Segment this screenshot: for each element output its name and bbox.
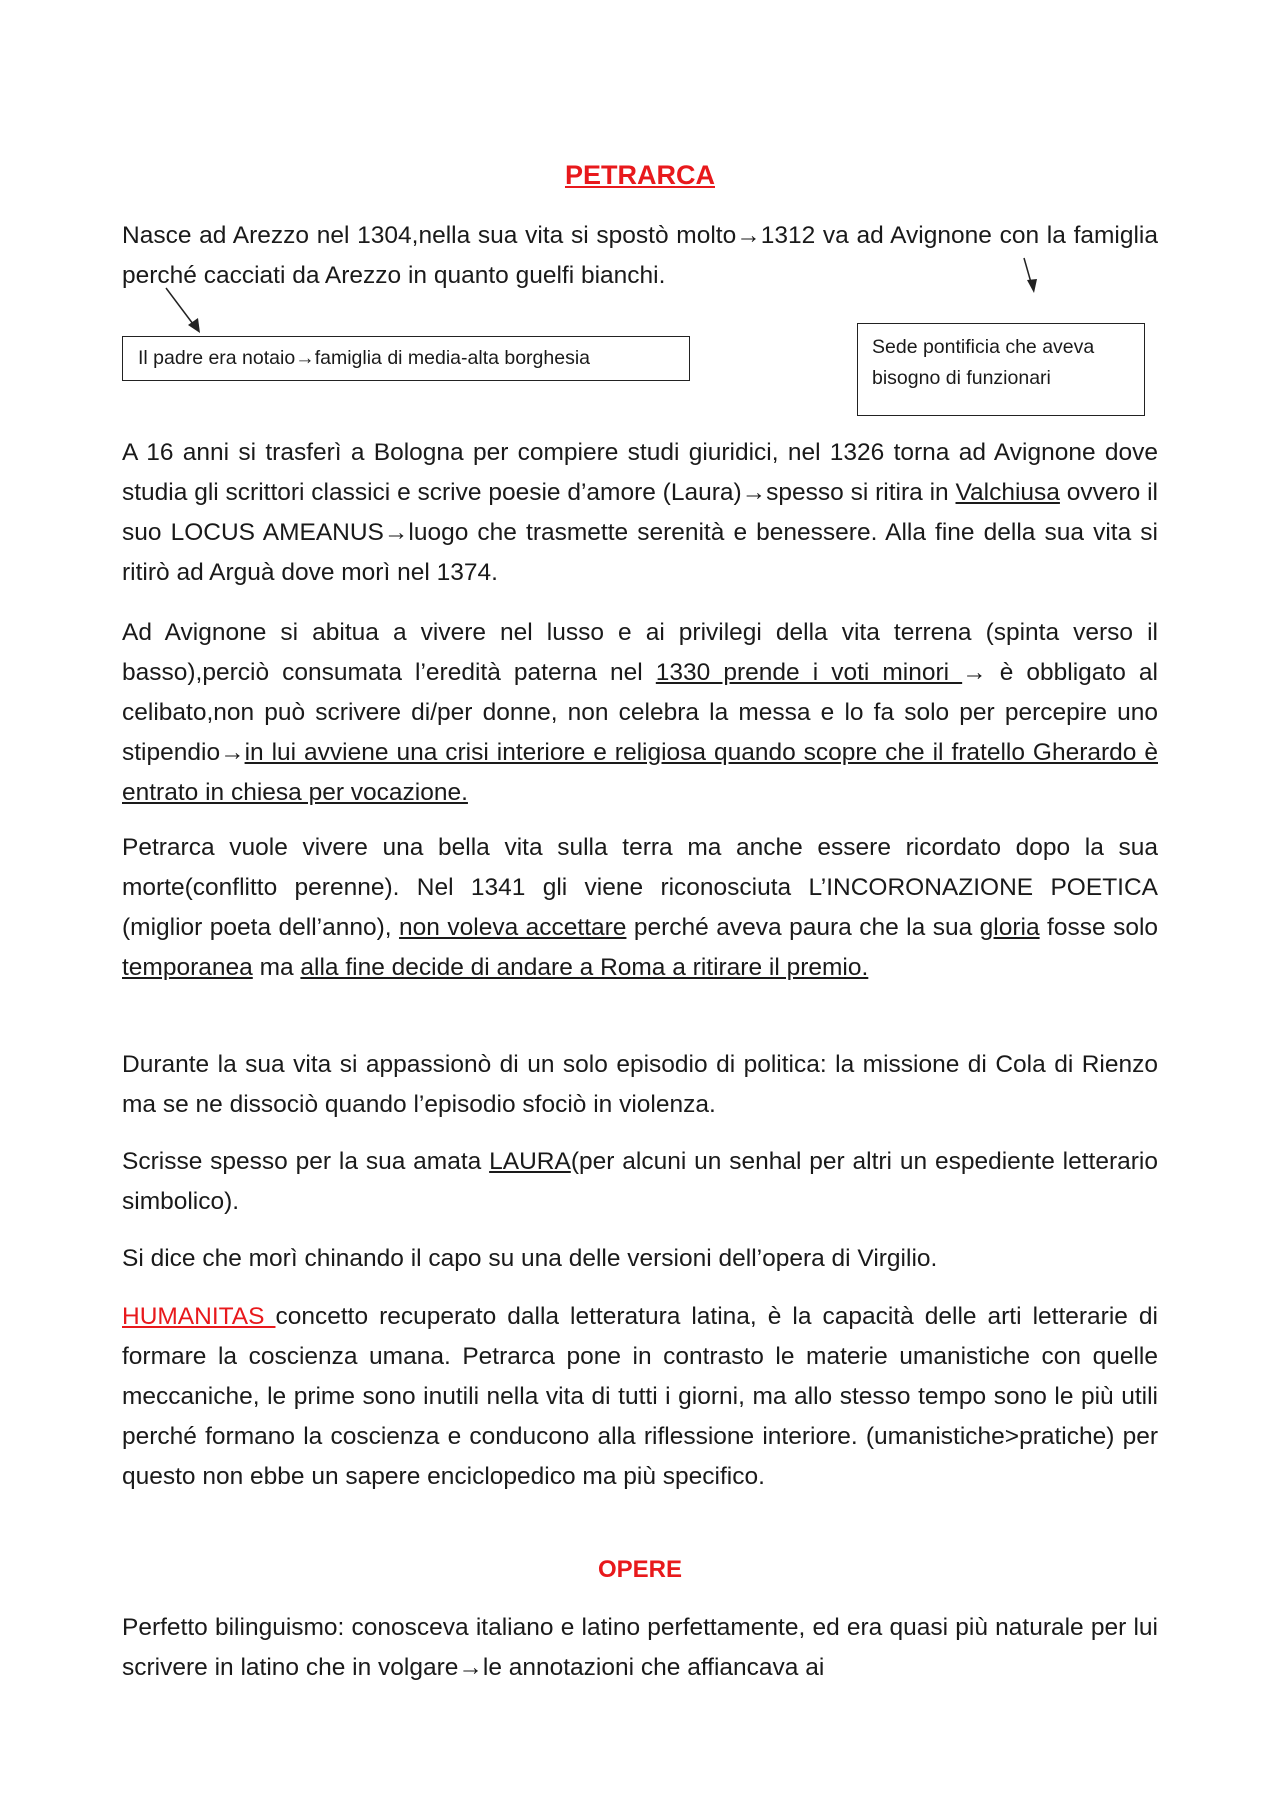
paragraph-laura: Scrisse spesso per la sua amata LAURA(per alcuni un senhal per altri un espediente letterario simbolico). — [122, 1148, 1158, 1215]
paragraph-birth: Nasce ad Arezzo nel 1304,nella sua vita si spostò molto→1312 va ad Avignone con la famiglia perché cacciati da Arezzo in quanto guelfi bianchi. — [122, 222, 1158, 289]
paragraph-bilinguismo: Perfetto bilinguismo: conosceva italiano e latino perfettamente, ed era quasi più naturale per lui scrivere in latino che in volgare→le annotazioni che affiancava ai — [122, 1614, 1158, 1681]
paragraph-politics: Durante la sua vita si appassionò di un solo episodio di politica: la missione di Cola di Rienzo ma se ne dissociò quando l’episodio sfociò in violenza. — [122, 1051, 1158, 1118]
paragraph-incoronazione: Petrarca vuole vivere una bella vita sulla terra ma anche essere ricordato dopo la sua morte(conflitto perenne). Nel 1341 gli viene riconosciuta L’INCORONAZIONE POETICA (miglior poeta dell’anno), non voleva accettare perché aveva paura che la sua gloria fosse solo temporanea ma alla fine decide di andare a Roma a ritirare il premio. — [122, 834, 1159, 981]
right-arrow-icon: → — [458, 1654, 483, 1681]
paragraph-studies: A 16 anni si trasferì a Bologna per compiere studi giuridici, nel 1326 torna ad Avignone dove studia gli scrittori classici e scrive poesie d’amore (Laura)→spesso si ritira in Valchiusa ovvero il suo LOCUS AMEANUS→luogo che trasmette serenità e benessere. Alla fine della sua vita si ritirò ad Arguà dove morì nel 1374. — [122, 439, 1158, 586]
document-title: PETRARCA — [564, 160, 715, 190]
right-arrow-icon: → — [295, 347, 315, 369]
paragraph-humanitas: HUMANITAS concetto recuperato dalla letteratura latina, è la capacità delle arti letterarie di formare la coscienza umana. Petrarca pone in contrasto le materie umanistiche con quelle meccaniche, le prime sono inutili nella vita di tutti i giorni, ma allo stesso tempo sono le più utili perché formano la coscienza e conducono alla riflessione interiore. (umanistiche>pratiche) per questo non ebbe un sapere enciclopedico ma più specifico. — [122, 1303, 1158, 1490]
paragraph-avignone: Ad Avignone si abitua a vivere nel lusso e ai privilegi della vita terrena (spinta verso il basso),perciò consumata l’eredità paterna nel 1330 prende i voti minori → è obbligato al celibato,non può scrivere di/per donne, non celebra la messa e lo fa solo per percepire uno stipendio→in lui avviene una crisi interiore e religiosa quando scopre che il fratello Gherardo è entrato in chiesa per vocazione. — [122, 619, 1158, 806]
right-arrow-icon: → — [220, 739, 245, 766]
right-arrow-icon: → — [736, 222, 761, 249]
humanitas-term: HUMANITAS — [122, 1303, 276, 1330]
arrow-head-right-icon — [1027, 279, 1037, 293]
paragraph-death: Si dice che morì chinando il capo su una delle versioni dell’opera di Virgilio. — [122, 1245, 938, 1272]
right-arrow-icon: → — [741, 479, 767, 506]
section-heading-opere: OPERE — [597, 1556, 683, 1583]
note-box-father: Il padre era notaio→famiglia di media-alta borghesia — [122, 336, 690, 381]
right-arrow-icon: → — [383, 519, 409, 546]
right-arrow-icon: → — [962, 659, 987, 686]
arrow-line-left — [166, 288, 196, 328]
note-box-papal-seat: Sede pontificia che aveva bisogno di funzionari — [857, 323, 1145, 416]
